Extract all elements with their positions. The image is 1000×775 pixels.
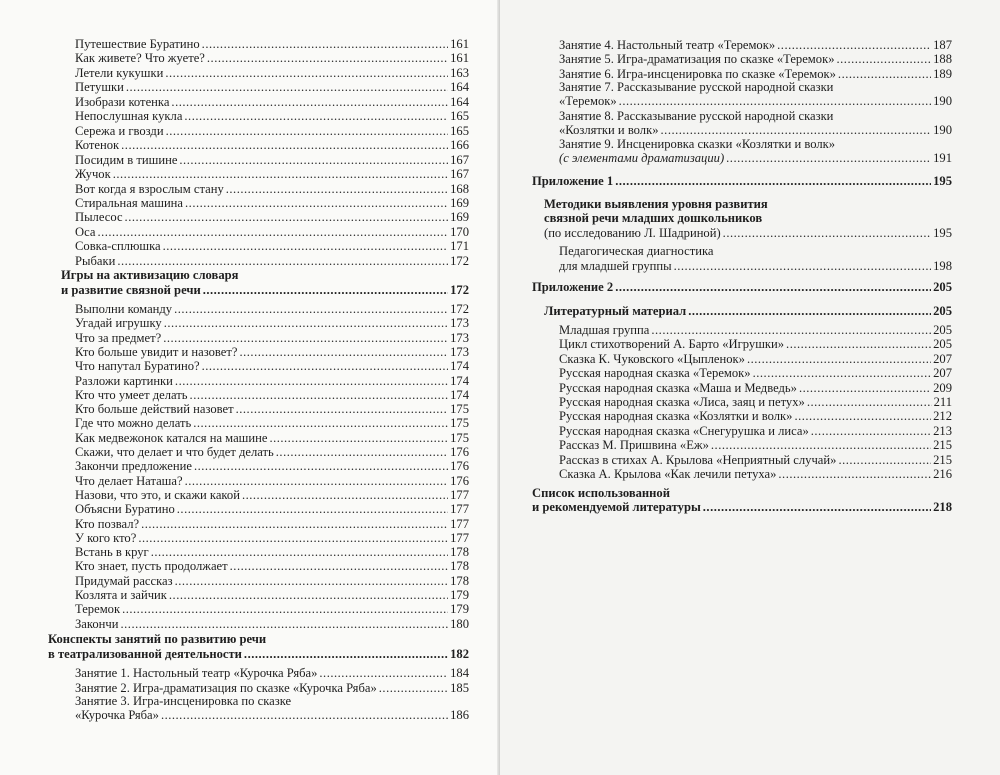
toc-title: Скажи, что делает и что будет делать — [75, 445, 274, 459]
toc-title: Кто знает, пусть продолжает — [75, 559, 228, 574]
toc-entry[interactable] — [559, 323, 952, 337]
toc-entry[interactable] — [75, 488, 469, 502]
toc-title: Теремок — [75, 602, 121, 617]
leader-dots — [837, 52, 932, 66]
toc-title: Кто что умеет делать — [75, 387, 188, 402]
leader-dots — [194, 459, 448, 473]
leader-dots — [175, 574, 449, 588]
toc-entry[interactable] — [559, 395, 952, 409]
toc-page: 167 — [450, 167, 469, 182]
toc-page: 166 — [450, 138, 469, 153]
leader-dots — [811, 424, 931, 438]
leader-dots — [177, 502, 448, 516]
leader-dots — [651, 323, 931, 337]
toc-title: Рыбаки — [75, 253, 116, 268]
toc-title: Что делает Наташа? — [75, 473, 183, 488]
toc-entry[interactable] — [75, 167, 469, 181]
toc-entry[interactable] — [75, 681, 469, 695]
toc-entry-lesson-8-line1: Занятие 8. Рассказывание русской народной сказки — [559, 109, 834, 123]
toc-title: Стиральная машина — [75, 195, 184, 210]
toc-title: и рекомендуемой литературы — [532, 500, 701, 514]
toc-title: и развитие связной речи — [61, 283, 201, 297]
toc-entry-lesson-8[interactable] — [559, 123, 952, 137]
toc-title: Непослушная кукла — [75, 109, 183, 124]
toc-title: Закончи предложение — [75, 459, 192, 474]
toc-methods-line1: Методики выявления уровня развития — [544, 197, 768, 211]
toc-title: Что напутал Буратино? — [75, 359, 200, 374]
toc-entry[interactable] — [75, 331, 469, 345]
toc-entry[interactable] — [75, 51, 469, 65]
leader-dots — [163, 239, 449, 253]
toc-title: Русская народная сказка «Снегурушка и лиса» — [559, 423, 809, 438]
toc-page: 207 — [933, 351, 952, 366]
toc-diagnostics[interactable] — [559, 259, 952, 273]
toc-entry[interactable] — [559, 424, 952, 438]
toc-title: Русская народная сказка «Маша и Медведь» — [559, 380, 797, 395]
toc-title: Разложи картинки — [75, 373, 173, 388]
leader-dots — [786, 337, 931, 351]
toc-methods[interactable] — [544, 226, 952, 240]
toc-entry[interactable] — [75, 416, 469, 430]
toc-page: 178 — [450, 573, 469, 588]
toc-entry[interactable] — [75, 138, 469, 152]
toc-entry[interactable] — [559, 409, 952, 423]
toc-title: Кто позвал? — [75, 516, 140, 531]
toc-page: 175 — [450, 416, 469, 431]
toc-entry[interactable] — [75, 445, 469, 459]
toc-entry[interactable] — [75, 95, 469, 109]
toc-entry[interactable] — [75, 459, 469, 473]
toc-page: 207 — [933, 366, 952, 381]
leader-dots — [276, 445, 448, 459]
toc-page: 211 — [933, 395, 952, 409]
toc-entry[interactable] — [75, 225, 469, 239]
toc-page: 170 — [450, 224, 469, 239]
toc-entry[interactable] — [559, 467, 952, 481]
toc-entry[interactable] — [75, 359, 469, 373]
leader-dots — [242, 488, 448, 502]
toc-entry[interactable] — [75, 559, 469, 573]
toc-title: Кто больше увидит и назовет? — [75, 344, 238, 359]
toc-page: 215 — [933, 438, 952, 453]
toc-entry[interactable] — [75, 182, 469, 196]
toc-page: 177 — [450, 502, 469, 517]
toc-entry[interactable] — [75, 316, 469, 330]
show-through-text — [650, 560, 820, 730]
toc-page: 176 — [450, 459, 469, 474]
leader-dots — [202, 37, 448, 51]
toc-page: 215 — [933, 452, 952, 467]
toc-title: Рассказ М. Пришвина «Еж» — [559, 438, 709, 453]
toc-title: Закончи — [75, 616, 119, 631]
toc-title: Назови, что это, и скажи какой — [75, 487, 240, 502]
toc-title: Как живете? Что жуете? — [75, 51, 205, 66]
leader-dots — [661, 123, 932, 137]
toc-appendix-1[interactable] — [532, 174, 952, 188]
toc-entry-lesson-3-line1: Занятие 3. Игра-инсценировка по сказке — [75, 694, 292, 708]
toc-title: Где что можно делать — [75, 416, 192, 431]
toc-entry[interactable] — [75, 210, 469, 224]
leader-dots — [185, 196, 448, 210]
toc-entry[interactable] — [559, 352, 952, 366]
toc-entry-lesson-9[interactable] — [559, 151, 952, 165]
toc-entry[interactable] — [75, 502, 469, 516]
leader-dots — [141, 517, 448, 531]
toc-title: Сережа и гвозди — [75, 123, 164, 138]
toc-page: 190 — [933, 123, 952, 137]
toc-literary-material[interactable] — [544, 304, 952, 318]
toc-page: 161 — [450, 37, 469, 51]
toc-title: Русская народная сказка «Лиса, заяц и петух» — [559, 395, 805, 409]
leader-dots — [807, 395, 932, 409]
toc-diagnostics-line1: Педагогическая диагностика — [559, 244, 714, 258]
toc-page: 174 — [450, 359, 469, 374]
leader-dots — [161, 708, 448, 722]
leader-dots — [319, 666, 448, 680]
leader-dots — [190, 388, 449, 402]
leader-dots — [138, 531, 448, 545]
toc-page: 205 — [933, 337, 952, 352]
toc-page: 188 — [933, 52, 952, 67]
leader-dots — [203, 283, 448, 297]
toc-title: Рассказ в стихах А. Крылова «Неприятный случай» — [559, 452, 837, 467]
toc-title: Занятие 4. Настольный театр «Теремок» — [559, 38, 776, 52]
toc-entry[interactable] — [559, 38, 952, 52]
toc-page: 172 — [450, 302, 469, 316]
toc-entry[interactable] — [75, 431, 469, 445]
toc-title: Посидим в тишине — [75, 152, 178, 167]
toc-page: 185 — [450, 680, 469, 695]
toc-entry[interactable] — [559, 337, 952, 351]
toc-page: 176 — [450, 445, 469, 459]
toc-page: 168 — [450, 181, 469, 196]
toc-entry[interactable] — [75, 109, 469, 123]
toc-entry[interactable] — [559, 438, 952, 452]
toc-references[interactable] — [532, 500, 952, 514]
toc-title: Русская народная сказка «Козлятки и волк» — [559, 409, 793, 424]
section-heading-speech-development[interactable] — [61, 283, 469, 297]
toc-page: 187 — [933, 38, 952, 52]
toc-page: 195 — [933, 174, 952, 188]
toc-page: 190 — [933, 94, 952, 108]
leader-dots — [244, 647, 448, 661]
toc-entry[interactable] — [75, 574, 469, 588]
toc-page: 174 — [450, 373, 469, 388]
toc-page: 184 — [450, 666, 469, 680]
toc-title: Козлята и зайчик — [75, 588, 167, 602]
toc-entry[interactable] — [559, 52, 952, 66]
toc-title: Занятие 1. Настольный театр «Курочка Ряба» — [75, 666, 318, 680]
leader-dots — [753, 366, 932, 380]
toc-title: Выполни команду — [75, 302, 173, 316]
leader-dots — [174, 302, 448, 316]
toc-entry-lesson-7[interactable] — [559, 94, 952, 108]
leader-dots — [163, 331, 448, 345]
toc-title: Русская народная сказка «Теремок» — [559, 366, 751, 381]
toc-entry[interactable] — [75, 37, 469, 51]
toc-entry[interactable] — [75, 254, 469, 268]
right-page — [500, 0, 1000, 775]
toc-page: 172 — [450, 253, 469, 268]
toc-title: в театрализованной деятельности — [48, 647, 242, 661]
toc-page: 178 — [450, 559, 469, 574]
toc-title: Сказка К. Чуковского «Цыпленок» — [559, 351, 745, 366]
toc-page: 165 — [450, 123, 469, 138]
toc-title: Кто больше действий назовет — [75, 402, 234, 417]
leader-dots — [711, 438, 931, 452]
toc-title: Встань в круг — [75, 545, 149, 560]
toc-title: Приложение 1 — [532, 174, 614, 188]
toc-title: «Козлятки и волк» — [559, 123, 659, 137]
section-heading-theatre-activity[interactable] — [48, 647, 469, 661]
leader-dots — [121, 138, 448, 152]
toc-page: 191 — [933, 151, 952, 165]
toc-title: «Теремок» — [559, 94, 617, 108]
toc-entry[interactable] — [75, 196, 469, 210]
toc-page: 198 — [933, 259, 952, 273]
toc-title: Что за предмет? — [75, 330, 162, 345]
leader-dots — [122, 602, 448, 616]
toc-entry[interactable] — [75, 124, 469, 138]
toc-page: 216 — [933, 467, 952, 481]
toc-title: Путешествие Буратино — [75, 37, 200, 51]
toc-page: 169 — [450, 210, 469, 225]
toc-page: 174 — [450, 387, 469, 402]
toc-title: «Курочка Ряба» — [75, 708, 159, 722]
toc-entry[interactable] — [75, 617, 469, 631]
leader-dots — [236, 402, 449, 416]
toc-title: Младшая группа — [559, 323, 650, 337]
leader-dots — [175, 374, 448, 388]
toc-title: Котенок — [75, 138, 120, 153]
toc-title: (по исследованию Л. Шадриной) — [544, 226, 721, 240]
toc-entry[interactable] — [75, 666, 469, 680]
toc-entry[interactable] — [559, 67, 952, 81]
toc-entry[interactable] — [75, 80, 469, 94]
leader-dots — [171, 95, 448, 109]
section-heading-lesson-notes: Конспекты занятий по развитию речи — [48, 632, 267, 646]
toc-title: У кого кто? — [75, 530, 137, 545]
toc-page: 179 — [450, 588, 469, 602]
toc-page: 213 — [933, 423, 952, 438]
toc-page: 179 — [450, 602, 469, 617]
leader-dots — [169, 588, 448, 602]
toc-title: Петушки — [75, 80, 124, 95]
toc-page: 164 — [450, 94, 469, 109]
toc-entry[interactable] — [75, 345, 469, 359]
toc-references-line1: Список использованной — [532, 486, 670, 500]
toc-title: Занятие 5. Игра-драматизация по сказке «Теремок» — [559, 52, 835, 67]
toc-entry[interactable] — [75, 239, 469, 253]
toc-entry[interactable] — [559, 366, 952, 380]
leader-dots — [185, 474, 449, 488]
toc-page: 175 — [450, 430, 469, 445]
toc-entry[interactable] — [75, 153, 469, 167]
toc-title: Оса — [75, 224, 96, 239]
leader-dots — [226, 182, 448, 196]
toc-page: 167 — [450, 152, 469, 167]
leader-dots — [838, 67, 931, 81]
leader-dots — [794, 409, 931, 423]
toc-title: для младшей группы — [559, 259, 672, 273]
toc-page: 164 — [450, 80, 469, 95]
leader-dots — [207, 51, 448, 65]
toc-entry-lesson-3[interactable] — [75, 708, 469, 722]
toc-title: (с элементами драматизации) — [559, 151, 725, 165]
toc-page: 163 — [450, 65, 469, 80]
toc-page: 161 — [450, 51, 469, 66]
leader-dots — [166, 124, 449, 138]
toc-title: Объясни Буратино — [75, 502, 175, 517]
toc-page: 178 — [450, 545, 469, 560]
toc-title: Занятие 6. Игра-инсценировка по сказке «Теремок» — [559, 66, 836, 81]
toc-title: Приложение 2 — [532, 280, 614, 294]
toc-page: 171 — [450, 239, 469, 254]
leader-dots — [726, 151, 931, 165]
toc-entry[interactable] — [75, 602, 469, 616]
toc-page: 175 — [450, 402, 469, 417]
toc-title: Занятие 2. Игра-драматизация по сказке «Курочка Ряба» — [75, 680, 377, 695]
toc-title: Совка-сплюшка — [75, 239, 161, 254]
toc-entry[interactable] — [75, 302, 469, 316]
toc-title: Летели кукушки — [75, 65, 164, 80]
toc-page: 173 — [450, 316, 469, 331]
toc-title: Пылесос — [75, 210, 123, 225]
toc-page: 173 — [450, 344, 469, 359]
toc-title: Жучок — [75, 167, 111, 182]
leader-dots — [778, 467, 931, 481]
toc-title: Изобрази котенка — [75, 94, 170, 109]
section-heading-vocabulary-games: Игры на активизацию словаря — [61, 268, 239, 282]
leader-dots — [193, 416, 448, 430]
toc-entry[interactable] — [75, 531, 469, 545]
toc-page: 205 — [933, 304, 952, 318]
leader-dots — [117, 254, 448, 268]
leader-dots — [165, 66, 448, 80]
leader-dots — [121, 617, 449, 631]
toc-entry[interactable] — [75, 517, 469, 531]
toc-entry[interactable] — [75, 388, 469, 402]
toc-title: Сказка А. Крылова «Как лечили петуха» — [559, 467, 777, 481]
toc-page: 173 — [450, 330, 469, 345]
leader-dots — [151, 545, 448, 559]
toc-title: Угадай игрушку — [75, 316, 162, 331]
leader-dots — [703, 500, 931, 514]
leader-dots — [269, 431, 448, 445]
leader-dots — [615, 174, 931, 188]
toc-page: 186 — [450, 708, 469, 722]
leader-dots — [723, 226, 931, 240]
toc-page: 165 — [450, 109, 469, 124]
leader-dots — [164, 316, 448, 330]
toc-page: 218 — [933, 500, 952, 514]
toc-title: Как медвежонок катался на машине — [75, 430, 268, 445]
leader-dots — [799, 381, 931, 395]
toc-entry[interactable] — [75, 588, 469, 602]
toc-page: 169 — [450, 195, 469, 210]
toc-entry[interactable] — [75, 545, 469, 559]
toc-appendix-2[interactable] — [532, 280, 952, 294]
leader-dots — [202, 359, 449, 373]
toc-entry[interactable] — [559, 453, 952, 467]
toc-entry[interactable] — [559, 381, 952, 395]
toc-entry[interactable] — [75, 374, 469, 388]
leader-dots — [179, 153, 448, 167]
toc-page: 182 — [450, 647, 469, 661]
toc-entry[interactable] — [75, 402, 469, 416]
toc-page: 209 — [933, 380, 952, 395]
leader-dots — [688, 304, 931, 318]
toc-page: 177 — [450, 530, 469, 545]
toc-title: Цикл стихотворений А. Барто «Игрушки» — [559, 337, 785, 352]
toc-title: Придумай рассказ — [75, 573, 173, 588]
toc-entry[interactable] — [75, 66, 469, 80]
toc-page: 177 — [450, 516, 469, 531]
toc-page: 212 — [933, 409, 952, 424]
toc-page: 180 — [450, 616, 469, 631]
leader-dots — [379, 681, 448, 695]
leader-dots — [239, 345, 448, 359]
toc-page: 177 — [450, 487, 469, 502]
leader-dots — [619, 94, 931, 108]
leader-dots — [184, 109, 448, 123]
leader-dots — [126, 80, 448, 94]
toc-page: 176 — [450, 473, 469, 488]
leader-dots — [747, 352, 931, 366]
leader-dots — [777, 38, 931, 52]
leader-dots — [615, 280, 931, 294]
leader-dots — [125, 210, 449, 224]
leader-dots — [230, 559, 448, 573]
leader-dots — [674, 259, 932, 273]
toc-entry-lesson-9-line1: Занятие 9. Инсценировка сказки «Козлятки и волк» — [559, 137, 836, 151]
leader-dots — [838, 453, 931, 467]
toc-page: 195 — [933, 226, 952, 240]
toc-entry-lesson-7-line1: Занятие 7. Рассказывание русской народной сказки — [559, 80, 834, 94]
toc-page: 205 — [933, 323, 952, 337]
toc-title: Вот когда я взрослым стану — [75, 181, 224, 196]
leader-dots — [97, 225, 448, 239]
toc-page: 205 — [933, 280, 952, 294]
toc-title: Литературный материал — [544, 304, 687, 318]
toc-page: 189 — [933, 66, 952, 81]
toc-page: 172 — [450, 283, 469, 297]
leader-dots — [113, 167, 448, 181]
toc-entry[interactable] — [75, 474, 469, 488]
toc-methods-line2: связной речи младших дошкольников — [544, 211, 763, 225]
